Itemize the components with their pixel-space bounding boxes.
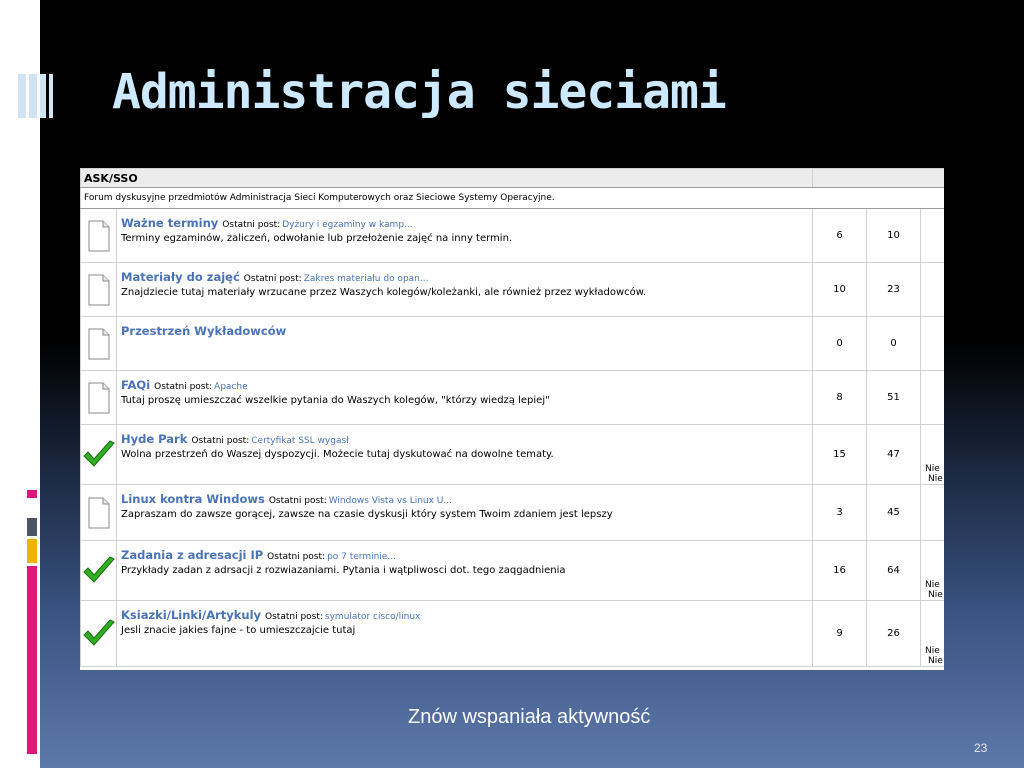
forum-row xyxy=(81,485,945,541)
posts-count: 0 xyxy=(867,317,921,371)
extra-line-2: Nie xyxy=(928,474,943,484)
forum-name-link[interactable]: Ksiazki/Linki/Artykuly xyxy=(121,608,262,622)
extra-info xyxy=(921,263,945,317)
forum-name-link[interactable]: FAQi xyxy=(121,378,151,392)
last-post-label: Ostatni post: xyxy=(243,274,302,284)
topics-count: 9 xyxy=(813,601,867,667)
forum-row xyxy=(81,371,945,425)
extra-line-2: Nie xyxy=(928,590,943,600)
category-description-row xyxy=(81,188,945,209)
extra-info xyxy=(921,485,945,541)
forum-info xyxy=(117,263,813,317)
last-post-link[interactable]: po 7 terminie... xyxy=(327,552,396,562)
forum-row xyxy=(81,541,945,601)
topics-count: 0 xyxy=(813,317,867,371)
checkmark-icon xyxy=(81,425,117,485)
posts-count: 47 xyxy=(867,425,921,485)
last-post-link[interactable]: Certyfikat SSL wygasł xyxy=(251,436,349,446)
category-title: ASK/SSO xyxy=(81,169,813,188)
forum-row xyxy=(81,425,945,485)
forum-info xyxy=(117,425,813,485)
checkmark-icon xyxy=(81,601,117,667)
last-post-link[interactable]: Zakres materiału do opan... xyxy=(303,274,429,284)
forum-description: Tutaj proszę umieszczać wszelkie pytania do Waszych kolegów, "którzy wiedzą lepiej" xyxy=(121,395,550,406)
posts-count: 10 xyxy=(867,209,921,263)
forum-info xyxy=(117,601,813,667)
forum-name-link[interactable]: Linux kontra Windows xyxy=(121,492,265,506)
category-header-row xyxy=(81,169,945,188)
accent-bar-gray xyxy=(27,518,37,536)
last-post-label: Ostatni post: xyxy=(154,382,213,392)
forum-description: Przykłady zadan z adrsacji z rozwiazaniami. Pytania i wątpliwosci dot. tego zaqgadnienia xyxy=(121,565,566,576)
forum-row xyxy=(81,263,945,317)
forum-row xyxy=(81,209,945,263)
forum-row xyxy=(81,601,945,667)
last-post-label: Ostatni post: xyxy=(268,496,327,506)
category-header-empty xyxy=(813,169,945,188)
forum-table xyxy=(80,168,944,667)
extra-info xyxy=(921,601,945,667)
accent-bar-yellow xyxy=(27,539,37,563)
topics-count: 3 xyxy=(813,485,867,541)
forum-description: Wolna przestrzeń do Waszej dyspozycji. Możecie tutaj dyskutować na dowolne tematy. xyxy=(121,449,554,460)
forum-rows xyxy=(81,209,945,667)
topics-count: 15 xyxy=(813,425,867,485)
document-icon xyxy=(81,209,117,263)
forum-screenshot xyxy=(80,168,944,670)
forum-description: Znajdziecie tutaj materiały wrzucane przez Waszych kolegów/koleżanki, ale również przez wykładowców. xyxy=(121,287,647,298)
last-post-link[interactable]: Dyżury i egzaminy w kamp... xyxy=(282,220,413,230)
extra-info xyxy=(921,317,945,371)
extra-info xyxy=(921,371,945,425)
checkmark-icon xyxy=(81,541,117,601)
forum-info xyxy=(117,317,813,371)
posts-count: 45 xyxy=(867,485,921,541)
extra-line-1: Nie xyxy=(925,646,940,656)
posts-count: 51 xyxy=(867,371,921,425)
stripes-icon xyxy=(18,74,54,118)
slide-subtitle: Znów wspaniała aktywność xyxy=(408,706,651,728)
posts-count: 64 xyxy=(867,541,921,601)
forum-name-link[interactable]: Ważne terminy xyxy=(121,216,219,230)
posts-count: 26 xyxy=(867,601,921,667)
page-number: 23 xyxy=(974,741,988,755)
forum-name-link[interactable]: Zadania z adresacji IP xyxy=(121,548,264,562)
forum-info xyxy=(117,485,813,541)
forum-name-link[interactable]: Hyde Park xyxy=(121,432,188,446)
last-post-link[interactable]: Windows Vista vs Linux U... xyxy=(328,496,452,506)
topics-count: 6 xyxy=(813,209,867,263)
forum-description: Zapraszam do zawsze gorącej, zawsze na czasie dyskusji który system Twoim zdaniem jest lepszy xyxy=(121,509,613,520)
topics-count: 8 xyxy=(813,371,867,425)
posts-count: 23 xyxy=(867,263,921,317)
extra-line-1: Nie xyxy=(925,580,940,590)
forum-row xyxy=(81,317,945,371)
category-description: Forum dyskusyjne przedmiotów Administracja Sieci Komputerowych oraz Sieciowe Systemy Operacyjne. xyxy=(81,188,945,209)
last-post-label: Ostatni post: xyxy=(265,612,323,622)
document-icon xyxy=(81,263,117,317)
extra-line-2: Nie xyxy=(928,656,943,666)
last-post-label: Ostatni post: xyxy=(222,220,281,230)
accent-bar-pink xyxy=(27,566,37,754)
accent-bar-pink-small xyxy=(27,490,37,498)
extra-info xyxy=(921,209,945,263)
forum-info xyxy=(117,371,813,425)
topics-count: 16 xyxy=(813,541,867,601)
forum-info xyxy=(117,541,813,601)
last-post-link[interactable]: symulator cisco/linux xyxy=(324,612,421,622)
extra-line-1: Nie xyxy=(925,464,940,474)
forum-description: Jesli znacie jakies fajne - to umieszczajcie tutaj xyxy=(121,625,356,636)
forum-description: Terminy egzaminów, zaliczeń, odwołanie lub przełożenie zajęć na inny termin. xyxy=(121,233,513,244)
last-post-label: Ostatni post: xyxy=(191,436,250,446)
forum-info xyxy=(117,209,813,263)
last-post-link[interactable]: Apache xyxy=(214,382,248,392)
forum-name-link[interactable]: Materiały do zajęć xyxy=(121,270,240,284)
last-post-label: Ostatni post: xyxy=(267,552,326,562)
document-icon xyxy=(81,317,117,371)
document-icon xyxy=(81,371,117,425)
document-icon xyxy=(81,485,117,541)
extra-info xyxy=(921,425,945,485)
slide-title: Administracja sieciami xyxy=(112,64,726,120)
forum-name-link[interactable]: Przestrzeń Wykładowców xyxy=(121,324,287,338)
extra-info xyxy=(921,541,945,601)
topics-count: 10 xyxy=(813,263,867,317)
